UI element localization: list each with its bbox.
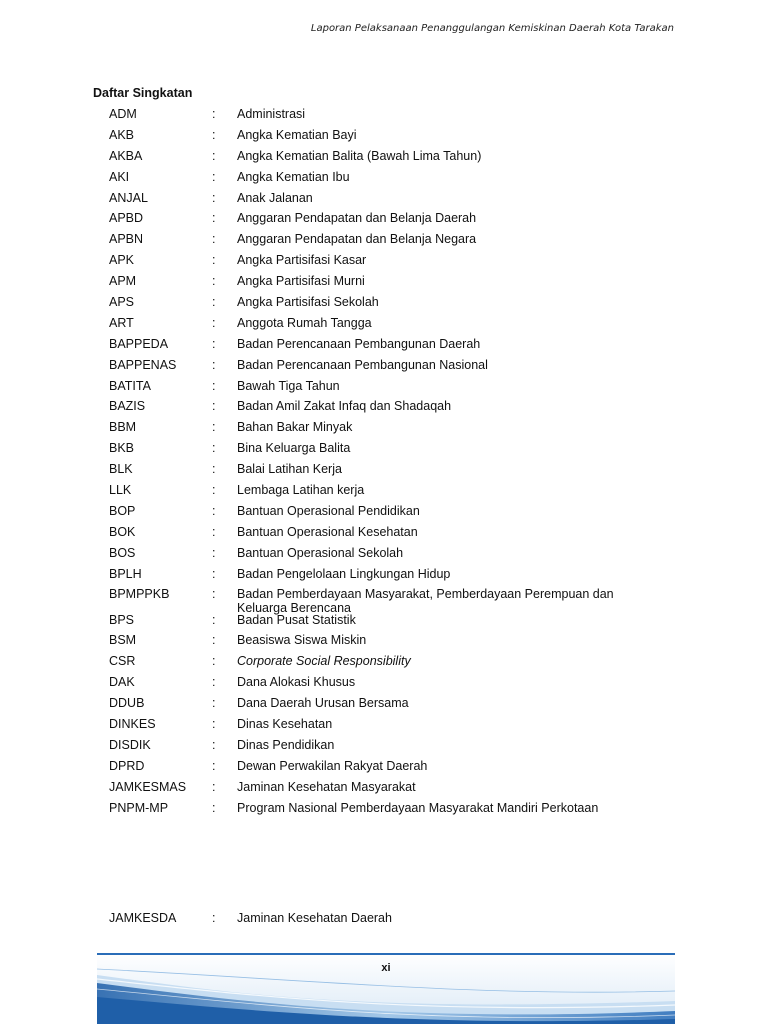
definition: Badan Pengelolaan Lingkungan Hidup [237,566,451,581]
abbreviation: LLK [109,483,132,498]
definition: Badan Pusat Statistik [237,613,356,628]
separator: : [212,737,216,752]
abbreviation: DDUB [109,696,145,711]
abbreviation-row [109,167,689,188]
definition: Dana Daerah Urusan Bersama [237,696,409,711]
definition: Balai Latihan Kerja [237,462,342,477]
abbreviation-row [109,714,689,735]
abbreviation-row [109,798,689,819]
definition: Badan Perencanaan Pembangunan Nasional [237,357,488,372]
abbreviation-row [109,208,689,229]
separator: : [212,190,216,205]
abbreviation-row [109,459,689,480]
page-number: xi [381,962,391,974]
definition: Bina Keluarga Balita [237,441,351,456]
separator: : [212,566,216,581]
separator: : [212,779,216,794]
separator: : [212,587,216,602]
abbreviation: JAMKESMAS [109,779,187,794]
separator: : [212,696,216,711]
separator: : [212,107,216,121]
abbreviation: BPMPPKB [109,587,170,602]
separator: : [212,274,216,289]
separator: : [212,378,216,393]
definition: Anggaran Pendapatan dan Belanja Daerah [237,211,477,226]
abbreviation: BAZIS [109,399,146,414]
definition: Dinas Kesehatan [237,717,333,732]
separator: : [212,524,216,539]
separator: : [212,633,216,648]
separator: : [212,800,216,815]
abbreviation-row [109,313,689,334]
abbreviation-row [109,250,689,271]
separator: : [212,654,216,669]
abbreviation: BAPPEDA [109,336,169,351]
abbreviation: APM [109,274,137,289]
abbreviation-row [109,188,689,209]
abbreviation: ART [109,315,134,330]
abbreviation: BOK [109,524,136,539]
definition: Jaminan Kesehatan Daerah [237,911,392,925]
definition: Angka Kematian Ibu [237,169,350,184]
abbreviation: AKBA [109,148,143,163]
separator: : [212,295,216,310]
separator: : [212,169,216,184]
separator: : [212,232,216,247]
separator: : [212,315,216,330]
abbreviation-row [109,522,689,543]
separator: : [212,148,216,163]
definition: Anggota Rumah Tangga [237,315,372,330]
definition: Anak Jalanan [237,190,313,205]
definition: Bantuan Operasional Pendidikan [237,503,420,518]
definition: Badan Pemberdayaan Masyarakat, Pemberdayaan Perempuan dan Keluarga Berencana [237,587,614,616]
abbreviation-row [109,693,689,714]
abbreviation: APS [109,295,135,310]
abbreviation-row [109,651,689,672]
abbreviation-row [109,501,689,522]
definition: Jaminan Kesehatan Masyarakat [237,779,416,794]
running-header: Laporan Pelaksanaan Penanggulangan Kemiskinan Daerah Kota Tarakan [310,23,674,34]
separator: : [212,357,216,372]
abbreviation: AKB [109,127,135,142]
abbreviation-row [109,630,689,651]
separator: : [212,675,216,690]
abbreviation-row [109,777,689,798]
definition: Dinas Pendidikan [237,737,335,752]
definition: Bantuan Operasional Kesehatan [237,524,418,539]
abbreviation: CSR [109,654,136,669]
abbreviation-row [109,396,689,417]
abbreviation: BATITA [109,378,151,393]
abbreviation: BKB [109,441,135,456]
definition: Bantuan Operasional Sekolah [237,545,404,560]
separator: : [212,545,216,560]
abbreviation-row [109,735,689,756]
abbreviation: BOS [109,545,136,560]
definition: Beasiswa Siswa Miskin [237,633,367,648]
separator: : [212,399,216,414]
section-title: Daftar Singkatan [93,86,193,100]
definition: Dewan Perwakilan Rakyat Daerah [237,758,428,773]
abbreviation-row [109,584,689,616]
abbreviation: ADM [109,107,137,121]
definition: Angka Kematian Bayi [237,127,357,142]
abbreviation-row [109,438,689,459]
definition: Anggaran Pendapatan dan Belanja Negara [237,232,477,247]
abbreviation-row [109,125,689,146]
abbreviation-row [109,672,689,693]
abbreviation: DPRD [109,758,145,773]
abbreviation: APBN [109,232,144,247]
abbreviation-list [109,104,689,819]
abbreviation-row [109,564,689,585]
abbreviation: PNPM-MP [109,800,169,815]
definition: Angka Partisifasi Kasar [237,253,367,268]
abbreviation-row [109,292,689,313]
abbreviation: JAMKESDA [109,911,177,925]
separator: : [212,758,216,773]
abbreviation-row [109,104,689,125]
abbreviation: BSM [109,633,137,648]
separator: : [212,462,216,477]
separator: : [212,717,216,732]
abbreviation-row [109,146,689,167]
separator: : [212,211,216,226]
abbreviation: ANJAL [109,190,148,205]
abbreviation: BAPPENAS [109,357,177,372]
definition: Program Nasional Pemberdayaan Masyarakat Mandiri Perkotaan [237,800,599,815]
separator: : [212,441,216,456]
abbreviation: BPLH [109,566,142,581]
definition: Lembaga Latihan kerja [237,483,365,498]
abbreviation: BOP [109,503,136,518]
abbreviation-row [109,334,689,355]
definition: Corporate Social Responsibility [237,654,411,669]
abbreviation-row [109,229,689,250]
abbreviation-row [109,355,689,376]
definition: Angka Kematian Balita (Bawah Lima Tahun) [237,148,482,163]
abbreviation: DINKES [109,717,156,732]
separator: : [212,127,216,142]
abbreviation-row [109,376,689,397]
abbreviation-row [109,613,689,630]
abbreviation: DISDIK [109,737,151,752]
abbreviation-row [109,417,689,438]
definition: Dana Alokasi Khusus [237,675,356,690]
separator: : [212,253,216,268]
abbreviation-row [109,480,689,501]
definition: Bahan Bakar Minyak [237,420,353,435]
separator: : [212,503,216,518]
abbreviation-row [109,543,689,564]
abbreviation: BLK [109,462,133,477]
separator: : [212,911,216,925]
abbreviation-row [109,271,689,292]
abbreviation: BBM [109,420,137,435]
separator: : [212,483,216,498]
definition: Bawah Tiga Tahun [237,378,340,393]
separator: : [212,336,216,351]
definition: Badan Amil Zakat Infaq dan Shadaqah [237,399,452,414]
abbreviation-row [109,756,689,777]
definition: Administrasi [237,107,306,121]
separator: : [212,613,216,628]
abbreviation-row-jamkesda [109,908,689,929]
abbreviation: APK [109,253,135,268]
definition: Angka Partisifasi Sekolah [237,295,379,310]
abbreviation: APBD [109,211,144,226]
abbreviation: DAK [109,675,135,690]
definition: Badan Perencanaan Pembangunan Daerah [237,336,481,351]
abbreviation: BPS [109,613,135,628]
abbreviation: AKI [109,169,130,184]
footer-wave-banner [97,953,675,1024]
separator: : [212,420,216,435]
definition: Angka Partisifasi Murni [237,274,365,289]
